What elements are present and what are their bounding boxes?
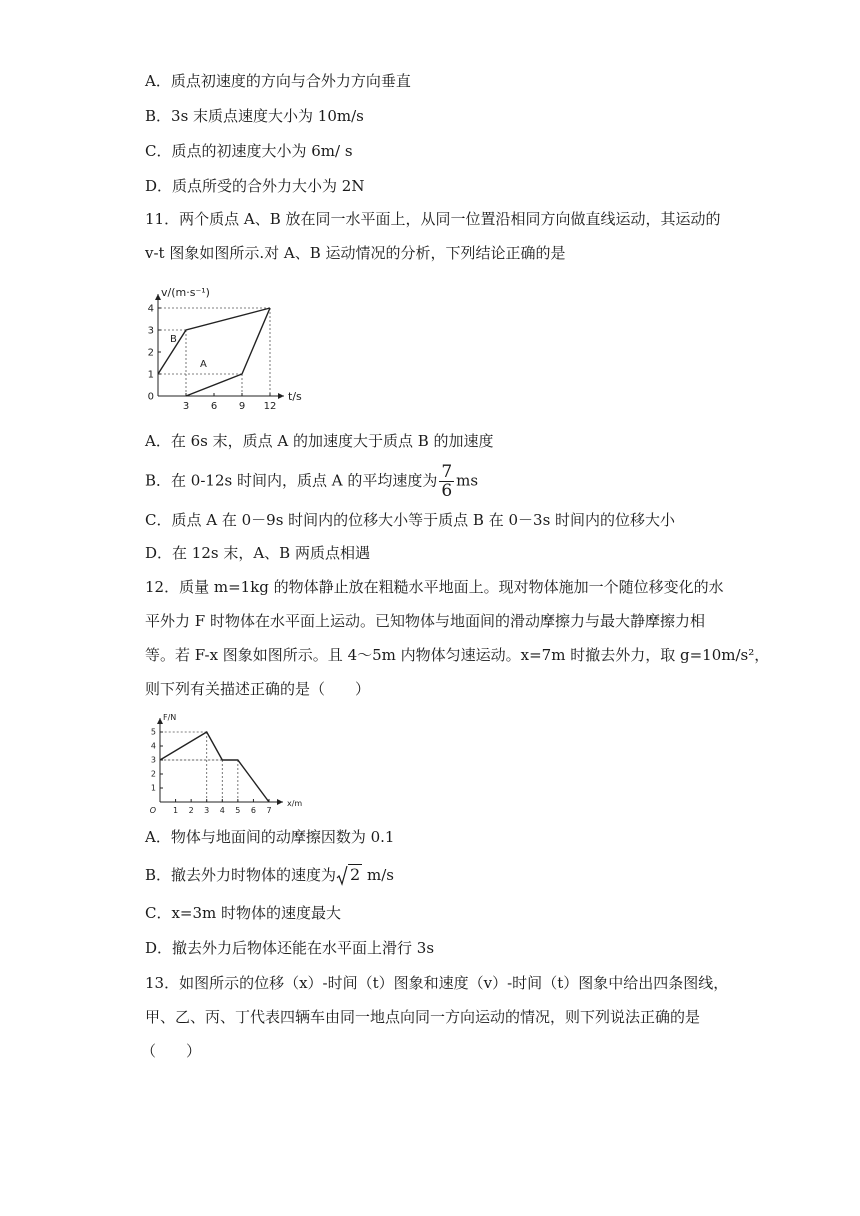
- x-tick-label: 2: [188, 806, 194, 815]
- x-axis-arrow: [277, 799, 283, 805]
- question-13-line1: 13．如图所示的位移（x）-时间（t）图象和速度（v）-时间（t）图象中给出四条图线，: [145, 974, 729, 992]
- option-12c: C．x=3m 时物体的速度最大: [145, 904, 342, 922]
- x-tick-label: 6: [210, 401, 218, 412]
- question-13-line2: 甲、乙、丙、丁代表四辆车由同一地点向同一方向运动的情况，则下列说法正确的是: [145, 1008, 701, 1026]
- y-tick-label: 4: [150, 741, 156, 751]
- option-11c: C．质点 A 在 0－9s 时间内的位移大小等于质点 B 在 0－3s 时间内的位移大小: [145, 511, 676, 529]
- x-tick-label: 1: [173, 806, 179, 815]
- option-12b-text: B．撤去外力时物体的速度为: [145, 866, 337, 884]
- question-11-line2: v-t 图象如图所示.对 A、B 运动情况的分析，下列结论正确的是: [145, 244, 566, 262]
- fraction-denominator: 6: [441, 481, 453, 501]
- y-tick-label: 2: [147, 347, 154, 359]
- question-13-line3: （ ）: [141, 1042, 202, 1060]
- option-12b: [145, 865, 394, 887]
- option-11a: A．在 6s 末，质点 A 的加速度大于质点 B 的加速度: [145, 432, 494, 450]
- question-11-line1: 11．两个质点 A、B 放在同一水平面上，从同一位置沿相同方向做直线运动，其运动的: [145, 210, 721, 228]
- x-tick-label: 12: [263, 401, 277, 412]
- origin-label: O: [149, 806, 156, 815]
- option-11d: D．在 12s 末，A、B 两质点相遇: [145, 544, 370, 562]
- x-tick-label: 3: [182, 401, 190, 412]
- x-axis-label: x/m: [287, 799, 303, 808]
- x-axis-arrow: [278, 393, 284, 399]
- x-tick-label: 4: [219, 806, 225, 815]
- option-10c: C．质点的初速度大小为 6m/ s: [145, 142, 353, 160]
- series-line-A: [186, 308, 270, 396]
- y-tick-label: 0: [147, 391, 154, 403]
- sqrt-symbol: [336, 865, 362, 887]
- series-label: A: [200, 359, 207, 370]
- y-tick-label: 4: [147, 303, 154, 315]
- x-axis-label: t/s: [288, 390, 302, 403]
- option-12b-unit: m/s: [367, 866, 394, 884]
- question-12-line4: 则下列有关描述正确的是（ ）: [145, 680, 371, 698]
- y-tick-label: 5: [150, 727, 156, 737]
- sqrt-radicand: 2: [350, 865, 361, 884]
- y-tick-label: 3: [150, 755, 156, 765]
- option-11b-unit: ms: [456, 471, 479, 490]
- question-12-line1: 12．质量 m=1kg 的物体静止放在粗糙水平地面上。现对物体施加一个随位移变化的水: [145, 578, 724, 596]
- x-tick-label: 7: [266, 806, 272, 815]
- x-tick-label: 3: [204, 806, 210, 815]
- option-11b: [145, 463, 478, 500]
- y-tick-label: 2: [150, 769, 156, 779]
- option-10d: D．质点所受的合外力大小为 2N: [145, 177, 365, 195]
- x-tick-label: 9: [238, 401, 246, 412]
- x-tick-label: 6: [250, 806, 256, 815]
- option-12d: D．撤去外力后物体还能在水平面上滑行 3s: [145, 939, 435, 957]
- vt-graph: [143, 275, 323, 415]
- option-10b: B．3s 末质点速度大小为 10m/s: [145, 107, 364, 125]
- option-10a: A．质点初速度的方向与合外力方向垂直: [145, 72, 411, 90]
- y-axis-label: v/(m·s⁻¹): [161, 286, 210, 299]
- option-12a: A．物体与地面间的动摩擦因数为 0.1: [145, 828, 395, 846]
- question-12-line2: 平外力 F 时物体在水平面上运动。已知物体与地面间的滑动摩擦力与最大静摩擦力相: [145, 612, 705, 630]
- fraction-seven-sixths: [439, 463, 454, 500]
- y-axis-label: F/N: [163, 713, 177, 722]
- question-12-line3: 等。若 F-x 图象如图所示。且 4～5m 内物体匀速运动。x=7m 时撤去外力，取 g=10m/s²，: [145, 646, 770, 664]
- fraction-numerator: 7: [441, 462, 453, 482]
- option-11b-text: B．在 0-12s 时间内，质点 A 的平均速度为: [145, 471, 438, 490]
- y-tick-label: 1: [150, 783, 156, 793]
- x-tick-label: 5: [235, 806, 241, 815]
- fx-graph: [143, 704, 308, 819]
- y-tick-label: 3: [147, 325, 154, 337]
- series-line-0: [160, 732, 269, 802]
- y-tick-label: 1: [147, 369, 154, 381]
- series-label: B: [170, 334, 177, 345]
